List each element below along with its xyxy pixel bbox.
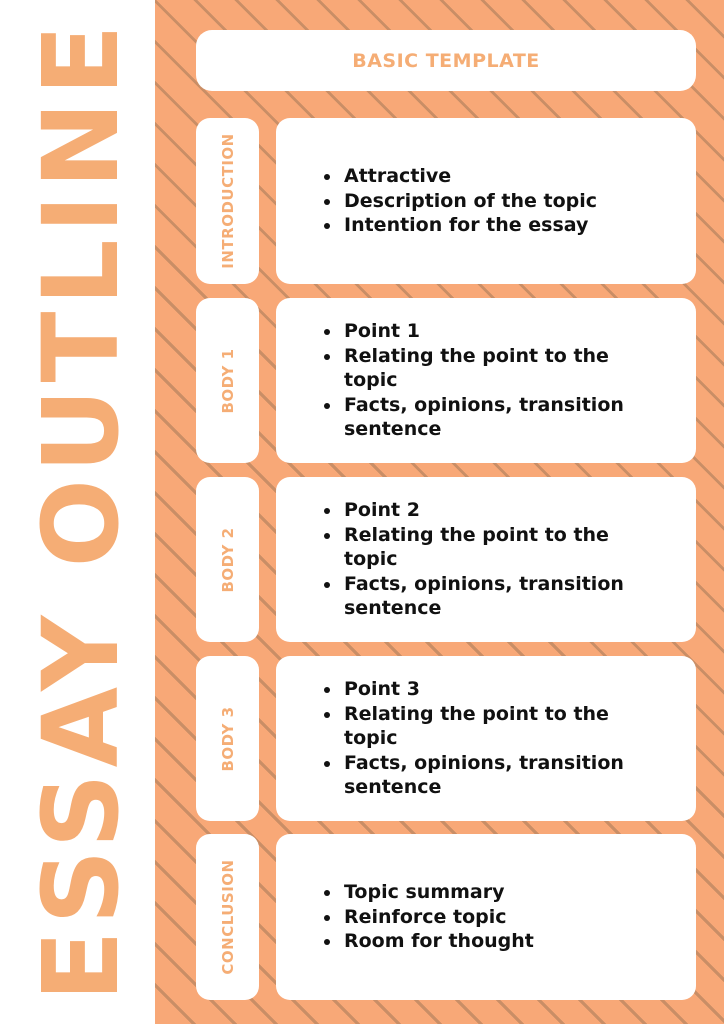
list-item: Point 1: [344, 319, 644, 344]
list-item: Relating the point to the topic: [344, 344, 644, 393]
bullet-list: [276, 319, 644, 442]
section-label-introduction: [196, 118, 259, 284]
section-label-body-2: [196, 477, 259, 642]
bullet-list: [276, 880, 534, 954]
section-content-conclusion: [276, 834, 696, 1000]
section-label-text: BODY 2: [218, 526, 237, 593]
list-item: Point 2: [344, 498, 644, 523]
bullet-list: [276, 498, 644, 621]
section-label-body-1: [196, 298, 259, 463]
list-item: Point 3: [344, 677, 644, 702]
section-content-introduction: [276, 118, 696, 284]
bullet-list: [276, 677, 644, 800]
list-item: Attractive: [344, 164, 597, 189]
section-content-body-3: [276, 656, 696, 821]
list-item: Relating the point to the topic: [344, 523, 644, 572]
template-header: [196, 30, 696, 91]
section-content-body-2: [276, 477, 696, 642]
section-label-text: BODY 3: [218, 705, 237, 772]
bullet-list: [276, 164, 597, 238]
list-item: Facts, opinions, transition sentence: [344, 572, 644, 621]
list-item: Topic summary: [344, 880, 534, 905]
section-label-body-3: [196, 656, 259, 821]
list-item: Relating the point to the topic: [344, 702, 644, 751]
title-band: [0, 0, 155, 1024]
page-title: ESSAY OUTLINE: [20, 18, 142, 1002]
template-header-label: BASIC TEMPLATE: [352, 49, 540, 72]
section-label-conclusion: [196, 834, 259, 1000]
list-item: Reinforce topic: [344, 905, 534, 930]
list-item: Room for thought: [344, 930, 534, 953]
section-content-body-1: [276, 298, 696, 463]
section-label-text: CONCLUSION: [218, 859, 237, 975]
section-label-text: BODY 1: [218, 347, 237, 414]
list-item: Description of the topic: [344, 189, 598, 212]
section-label-text: INTRODUCTION: [218, 133, 237, 269]
list-item: Facts, opinions, transition sentence: [344, 393, 644, 442]
list-item: Facts, opinions, transition sentence: [344, 751, 644, 800]
list-item: Intention for the essay: [344, 213, 597, 238]
